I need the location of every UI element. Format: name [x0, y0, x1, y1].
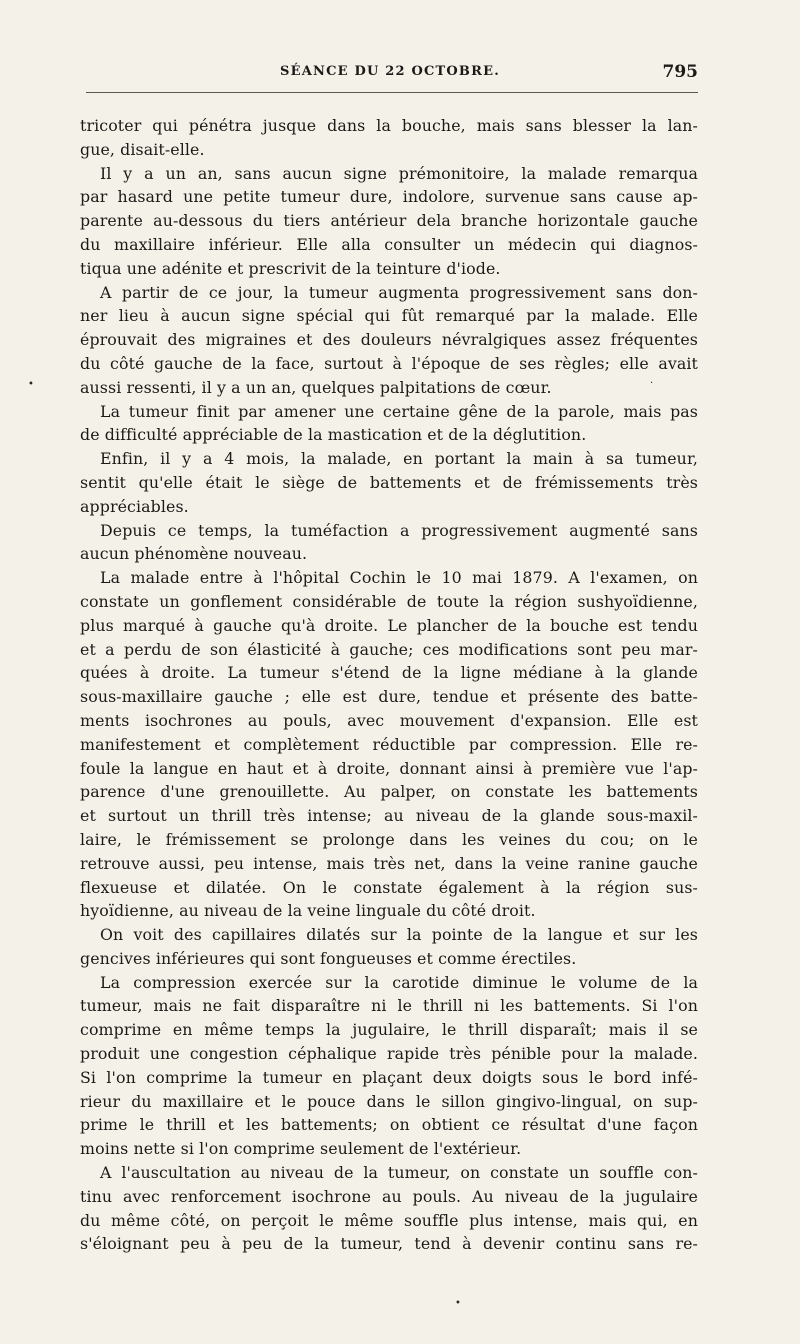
text-line: parente au-dessous du tiers antérieur dela branche horizontale gauche	[80, 211, 698, 231]
text-line: manifestement et complètement réductible par compression. Elle re-	[80, 734, 698, 754]
text-line: foule la langue en haut et à droite, donnant ainsi à première vue l'ap-	[80, 758, 698, 778]
margin-mark-bottom: •	[455, 1298, 461, 1309]
text-line: flexueuse et dilatée. On le constate également à la région sus-	[80, 877, 698, 897]
text-line: sentit qu'elle était le siège de battements et de frémissements très	[80, 472, 698, 492]
paragraph	[80, 519, 698, 567]
text-line: aucun phénomène nouveau.	[80, 544, 308, 564]
text-line: Depuis ce temps, la tuméfaction a progressivement augmenté sans	[100, 520, 698, 540]
paragraph	[80, 114, 698, 162]
running-title: SÉANCE DU 22 OCTOBRE.	[280, 64, 500, 79]
text-line: tinu avec renforcement isochrone au pouls. Au niveau de la jugulaire	[80, 1186, 698, 1206]
text-line: du maxillaire inférieur. Elle alla consulter un médecin qui diagnos-	[80, 234, 698, 254]
text-line: de difficulté appréciable de la mastication et de la déglutition.	[80, 425, 587, 445]
text-line: prime le thrill et les battements; on obtient ce résultat d'une façon	[80, 1115, 698, 1135]
text-line: du côté gauche de la face, surtout à l'époque de ses règles; elle avait	[80, 353, 698, 373]
text-line: comprime en même temps la jugulaire, le thrill disparaît; mais il se	[80, 1020, 698, 1040]
text-line: gencives inférieures qui sont fongueuses et comme érectiles.	[80, 948, 577, 968]
text-line: On voit des capillaires dilatés sur la pointe de la langue et sur les	[100, 925, 698, 945]
page-header	[82, 62, 698, 86]
text-line: La tumeur finit par amener une certaine gêne de la parole, mais pas	[100, 401, 698, 421]
text-line: éprouvait des migraines et des douleurs névralgiques assez fréquentes	[80, 330, 698, 350]
paragraph	[80, 281, 698, 400]
paragraph	[80, 447, 698, 518]
paragraph	[80, 971, 698, 1161]
text-line: tricoter qui pénétra jusque dans la bouche, mais sans blesser la lan-	[80, 116, 698, 135]
text-line: par hasard une petite tumeur dure, indolore, survenue sans cause ap-	[80, 187, 698, 207]
text-line: sous-maxillaire gauche ; elle est dure, tendue et présente des batte-	[80, 687, 698, 707]
text-line: aussi ressenti, il y a un an, quelques palpitations de cœur.	[80, 377, 552, 397]
text-line: plus marqué à gauche qu'à droite. Le plancher de la bouche est tendu	[80, 615, 698, 635]
text-line: et surtout un thrill très intense; au niveau de la glande sous-maxil-	[80, 806, 698, 826]
margin-mark-right: ·	[650, 378, 654, 389]
text-line: parence d'une grenouillette. Au palper, on constate les battements	[80, 782, 698, 802]
text-line: appréciables.	[80, 496, 189, 516]
text-line: tumeur, mais ne fait disparaître ni le thrill ni les battements. Si l'on	[80, 996, 698, 1016]
margin-mark-left: •	[28, 379, 34, 390]
text-line: moins nette si l'on comprime seulement de l'extérieur.	[80, 1139, 522, 1159]
paragraph	[80, 1161, 698, 1256]
text-line: quées à droite. La tumeur s'étend de la ligne médiane à la glande	[80, 663, 698, 683]
paragraph	[80, 400, 698, 448]
text-line: laire, le frémissement se prolonge dans les veines du cou; on le	[80, 829, 698, 849]
text-line: produit une congestion céphalique rapide très pénible pour la malade.	[80, 1044, 698, 1064]
text-line: hyoïdienne, au niveau de la veine linguale du côté droit.	[80, 901, 536, 921]
paragraph	[80, 923, 698, 971]
text-line: tiqua une adénite et prescrivit de la teinture d'iode.	[80, 258, 501, 278]
text-line: Enfin, il y a 4 mois, la malade, en portant la main à sa tumeur,	[100, 449, 698, 469]
text-line: constate un gonflement considérable de toute la région sushyoïdienne,	[80, 591, 698, 611]
paragraph	[80, 162, 698, 281]
text-line: et a perdu de son élasticité à gauche; ces modifications sont peu mar-	[80, 639, 698, 659]
text-line: gue, disait-elle.	[80, 139, 205, 159]
text-line: retrouve aussi, peu intense, mais très net, dans la veine ranine gauche	[80, 853, 698, 873]
text-line: Il y a un an, sans aucun signe prémonitoire, la malade remarqua	[100, 163, 698, 183]
text-line: du même côté, on perçoit le même souffle plus intense, mais qui, en	[80, 1210, 698, 1230]
text-line: La compression exercée sur la carotide diminue le volume de la	[100, 972, 698, 992]
text-line: Si l'on comprime la tumeur en plaçant deux doigts sous le bord infé-	[80, 1067, 698, 1087]
text-line: La malade entre à l'hôpital Cochin le 10 mai 1879. A l'examen, on	[100, 568, 698, 588]
body-text	[80, 114, 698, 1256]
text-line: ments isochrones au pouls, avec mouvement d'expansion. Elle est	[80, 710, 698, 730]
text-line: ner lieu à aucun signe spécial qui fût remarqué par la malade. Elle	[80, 306, 698, 326]
text-line: A l'auscultation au niveau de la tumeur, on constate un souffle con-	[100, 1163, 698, 1183]
text-line: s'éloignant peu à peu de la tumeur, tend à devenir continu sans re-	[80, 1234, 698, 1254]
paragraph	[80, 566, 698, 923]
header-rule	[86, 92, 698, 93]
text-line: rieur du maxillaire et le pouce dans le sillon gingivo-lingual, on sup-	[80, 1091, 698, 1111]
page-number: 795	[662, 62, 698, 82]
text-line: A partir de ce jour, la tumeur augmenta progressivement sans don-	[100, 282, 698, 302]
